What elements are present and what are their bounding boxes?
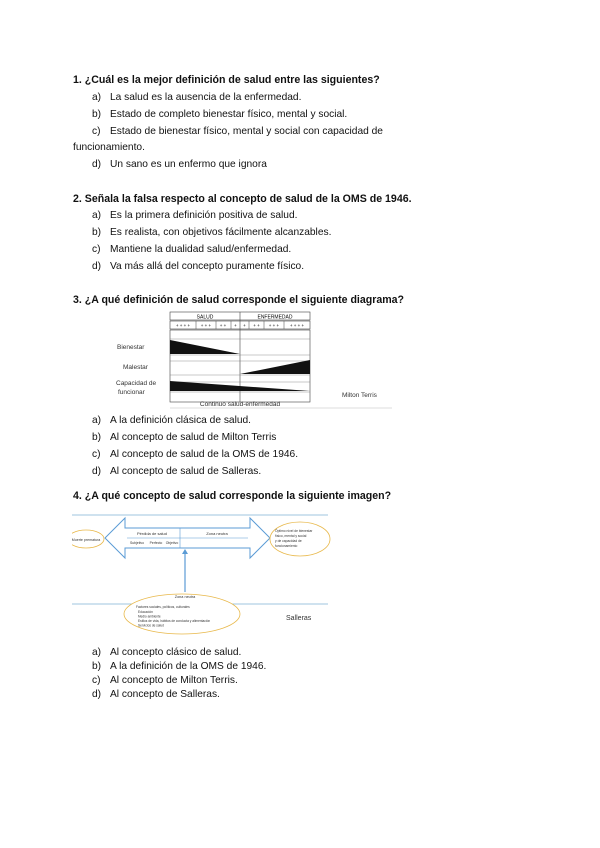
optimo-line-2: físico, mental y social bbox=[275, 534, 307, 538]
axis-label: Continuo salud-enfermedad bbox=[199, 401, 281, 408]
option-letter: d) bbox=[92, 159, 102, 170]
question-3-option-d bbox=[92, 466, 261, 477]
question-1-title: 1. ¿Cuál es la mejor definición de salud entre las siguientes? bbox=[73, 74, 380, 86]
optimo-line-3: y de capacidad de bbox=[275, 539, 302, 543]
sub-label-objetivo: Objetivo bbox=[165, 541, 179, 545]
option-text: Mantiene la dualidad salud/enfermedad. bbox=[110, 244, 292, 255]
option-text: Al concepto de salud de Salleras. bbox=[110, 466, 262, 477]
row-label-bienestar: Bienestar bbox=[117, 344, 145, 351]
sign-right-4: + + + + bbox=[289, 323, 305, 328]
question-4-option-a bbox=[92, 647, 241, 658]
question-3-option-c bbox=[92, 449, 298, 460]
terris-diagram bbox=[110, 310, 395, 410]
question-1-option-c-continuation: funcionamiento. bbox=[73, 142, 145, 153]
question-1-option-d bbox=[92, 159, 267, 170]
option-text: Al concepto de salud de Milton Terris bbox=[110, 432, 277, 443]
row-label-malestar: Malestar bbox=[123, 364, 148, 371]
option-letter: b) bbox=[92, 661, 102, 672]
option-text: Al concepto de Salleras. bbox=[110, 689, 220, 700]
option-letter: a) bbox=[92, 210, 102, 221]
option-text: Al concepto de Milton Terris. bbox=[110, 675, 238, 686]
sign-left-1: + + + + bbox=[175, 323, 191, 328]
option-letter: c) bbox=[92, 675, 101, 686]
sign-left-2: + + + bbox=[200, 323, 212, 328]
factores-line-5: Servicios de salud bbox=[138, 623, 164, 628]
optimo-line-1: Óptimo nivel de bienestar bbox=[275, 529, 313, 533]
question-2-title: 2. Señala la falsa respecto al concepto de salud de la OMS de 1946. bbox=[73, 193, 412, 205]
question-4-option-b bbox=[92, 661, 266, 672]
option-letter: b) bbox=[92, 109, 102, 120]
sign-right-3: + + + bbox=[268, 323, 280, 328]
option-text: Es realista, con objetivos fácilmente alcanzables. bbox=[110, 227, 332, 238]
option-letter: b) bbox=[92, 227, 102, 238]
option-letter: b) bbox=[92, 432, 102, 443]
question-2-option-b bbox=[92, 227, 331, 238]
sub-label-perfecto: Perfecto bbox=[149, 541, 163, 545]
option-text: La salud es la ausencia de la enfermedad. bbox=[110, 92, 302, 103]
option-text: A la definición clásica de salud. bbox=[110, 415, 252, 426]
option-text: Va más allá del concepto puramente físico. bbox=[110, 261, 305, 272]
optimo-line-4: funcionamiento bbox=[275, 544, 298, 548]
factores-line-3: Medio ambiente bbox=[138, 614, 161, 619]
question-1-option-a bbox=[92, 92, 301, 103]
zona-neutra-arrow-label: Zona neutra bbox=[206, 531, 228, 536]
salleras-diagram bbox=[72, 512, 332, 637]
question-2-option-c bbox=[92, 244, 291, 255]
question-3-title: 3. ¿A qué definición de salud corresponde el siguiente diagrama? bbox=[73, 294, 405, 306]
option-text: Un sano es un enfermo que ignora bbox=[110, 159, 267, 170]
sign-right-1: + bbox=[243, 323, 246, 328]
factores-line-4: Estilos de vida, hábitos de conducta y alimentación bbox=[138, 619, 211, 623]
author-terris: Milton Terris bbox=[342, 392, 377, 399]
option-letter: a) bbox=[92, 415, 102, 426]
option-letter: c) bbox=[92, 449, 101, 460]
header-salud: SALUD bbox=[196, 314, 214, 321]
question-3-option-a bbox=[92, 415, 251, 426]
question-2-option-a bbox=[92, 210, 297, 221]
bienestar-wedge bbox=[170, 340, 240, 354]
header-enfermedad: ENFERMEDAD bbox=[257, 314, 293, 321]
option-letter: a) bbox=[92, 92, 102, 103]
sub-label-subjetivo: Subjetivo bbox=[130, 541, 144, 545]
option-letter: d) bbox=[92, 261, 102, 272]
muerte-prematura-label: Muerte prematura bbox=[72, 538, 101, 542]
question-4-title: 4. ¿A qué concepto de salud corresponde la siguiente imagen? bbox=[73, 490, 392, 502]
question-1-option-b bbox=[92, 109, 347, 120]
factores-line-1: Factores sociales, políticos, culturales bbox=[136, 605, 190, 609]
question-4-option-c bbox=[92, 675, 238, 686]
question-3-option-b bbox=[92, 432, 276, 443]
option-text: A la definición de la OMS de 1946. bbox=[110, 661, 267, 672]
option-letter: a) bbox=[92, 647, 102, 658]
perdida-salud-label: Pérdida de salud bbox=[136, 531, 168, 536]
question-4-option-d bbox=[92, 689, 220, 700]
question-1-option-c bbox=[92, 126, 383, 137]
question-2-option-d bbox=[92, 261, 304, 272]
option-text: Estado de completo bienestar físico, mental y social. bbox=[110, 109, 348, 120]
factores-line-2: Educación bbox=[138, 610, 153, 614]
option-text: Al concepto clásico de salud. bbox=[110, 647, 242, 658]
row-label-capacidad: Capacidad de bbox=[116, 380, 157, 387]
option-text: Es la primera definición positiva de salud. bbox=[110, 210, 298, 221]
option-text: Estado de bienestar físico, mental y social con capacidad de bbox=[110, 126, 383, 137]
malestar-wedge bbox=[240, 360, 310, 374]
option-letter: c) bbox=[92, 126, 101, 137]
option-letter: d) bbox=[92, 466, 102, 477]
sign-left-4: + bbox=[234, 323, 237, 328]
row-label-funcionar: funcionar bbox=[118, 389, 145, 396]
option-text: Al concepto de salud de la OMS de 1946. bbox=[110, 449, 299, 460]
option-letter: c) bbox=[92, 244, 101, 255]
sign-right-2: + + bbox=[253, 323, 260, 328]
zona-neutra-bottom-title: Zona neutra bbox=[174, 595, 196, 599]
option-letter: d) bbox=[92, 689, 102, 700]
sign-left-3: + + bbox=[219, 323, 227, 328]
author-salleras: Salleras bbox=[286, 615, 312, 622]
